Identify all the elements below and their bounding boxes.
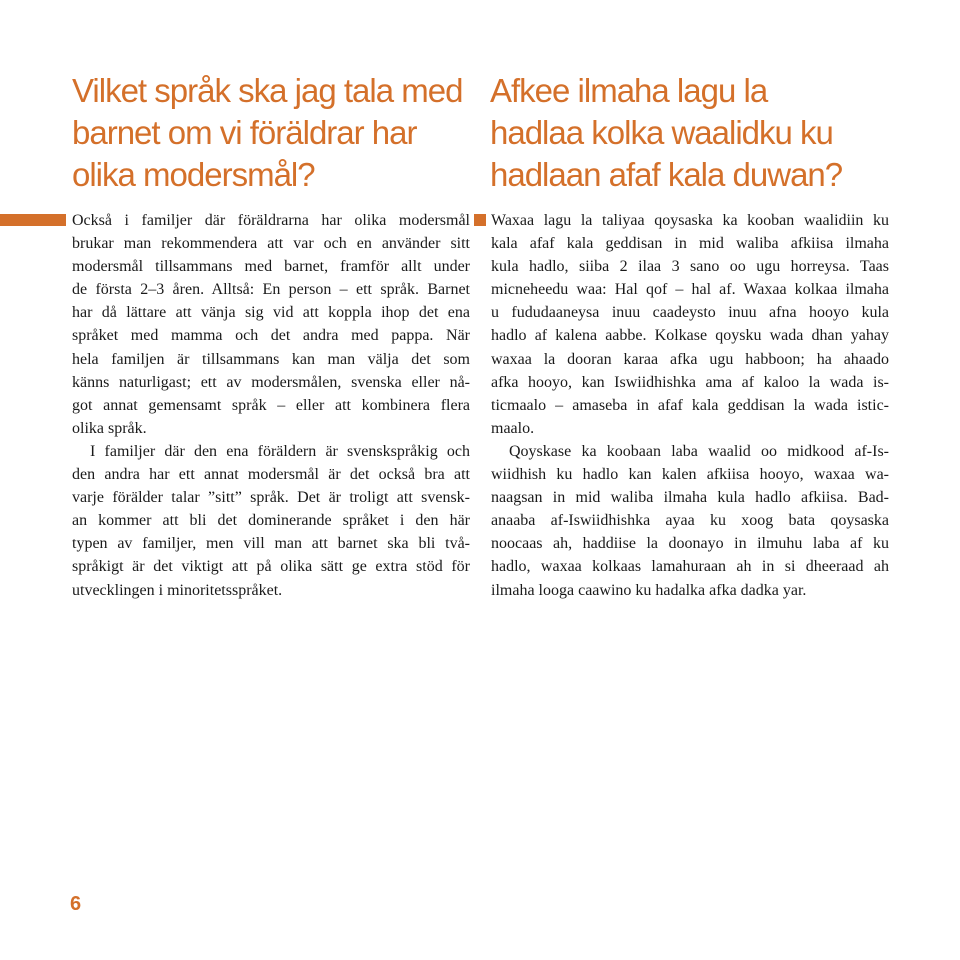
heading-somali (490, 70, 842, 196)
text-line: hadlo af kalena aabbe. Kolkase qoysku wada dhan yahay (491, 327, 889, 345)
text-line: I familjer där den ena föräldern är svenskspråkig och (90, 442, 470, 460)
text-line: har då lättare att vänja sig vid att koppla ihop det ena (72, 304, 470, 322)
page-number: 6 (70, 893, 82, 915)
paragraph (491, 209, 889, 440)
text-line: hadlo, waxaa kolkaas lamahuraan ah in si dheeraad ah (491, 558, 889, 576)
text-line: de första 2–3 åren. Alltså: En person – ett språk. Barnet (72, 281, 470, 299)
text-line: got annat gemensamt språk – eller att kombinera flera (72, 396, 470, 414)
heading-line: hadlaa kolka waalidku ku (490, 114, 833, 151)
text-line: kula hadlo, siiba 2 ilaa 3 sano oo ugu horreysa. Taas (491, 258, 889, 276)
text-line: varje förälder talar ”sitt” språk. Det är troligt att svensk- (72, 489, 470, 507)
text-line: Också i familjer där föräldrarna har olika modersmål (72, 212, 470, 229)
text-line: u fududaaneysa inuu caadeysto inuu afna hooyo kula (491, 304, 889, 322)
text-line: ticmaalo – amaseba in afaf kala geddisan la wada istic- (491, 396, 889, 414)
heading-line: barnet om vi föräldrar har (72, 114, 417, 151)
section-marker-square (474, 214, 486, 226)
text-line: an kommer att bli det dominerande språket i den här (72, 512, 470, 530)
heading-line: Afkee ilmaha lagu la (490, 72, 768, 109)
heading-line: Vilket språk ska jag tala med (72, 72, 463, 109)
text-line: maalo. (491, 419, 535, 437)
text-line: olika språk. (72, 419, 147, 437)
text-line: språkigt är det viktigt att på olika sätt ge extra stöd för (72, 558, 470, 576)
text-line: språket med mamma och det andra med pappa. När (72, 327, 470, 345)
text-line: utvecklingen i minoritetsspråket. (72, 581, 283, 599)
text-line: naagsan in mid waliba ilmaha kula hadlo afkiisa. Bad- (491, 489, 889, 507)
text-line: afka hooyo, kan Iswiidhishka ama af kaloo la wada is- (491, 373, 889, 391)
text-line: noocaas ah, haddiise la doonayo in ilmuhu laba af ku (491, 535, 889, 553)
section-marker-bar (0, 214, 66, 226)
body-text-somali (491, 209, 889, 602)
text-line: Waxaa lagu la taliyaa qoysaska ka kooban waalidiin ku (491, 212, 889, 229)
text-line: Qoyskase ka koobaan laba waalid oo midkood af-Is- (509, 442, 889, 460)
text-line: kala afaf kala geddisan in mid waliba afkiisa ilmaha (491, 235, 889, 253)
text-line: micneheedu waa: Hal qof – hal af. Waxaa kolkaa ilmaha (491, 281, 889, 299)
paragraph (72, 440, 470, 602)
heading-line: hadlaan afaf kala duwan? (490, 156, 843, 193)
text-line: den andra har ett annat modersmål är det också bra att (72, 466, 470, 484)
text-line: modersmål tillsammans med barnet, framför allt under (72, 258, 470, 276)
text-line: ilmaha looga caawino ku hadalka afka dadka yar. (491, 581, 807, 599)
text-line: typen av familjer, men vill man att barnet ska bli två- (72, 535, 470, 553)
paragraph (72, 209, 470, 440)
text-line: känns naturligast; ett av modersmålen, svenska eller nå- (72, 373, 470, 391)
heading-swedish (72, 70, 462, 196)
body-text-swedish (72, 209, 470, 602)
text-line: hela familjen är tillsammans kan man välja det som (72, 350, 470, 368)
heading-line: olika modersmål? (72, 156, 315, 193)
text-line: anaaba af-Iswiidhishka ayaa ku xoog bata qoysaska (491, 512, 889, 530)
paragraph (491, 440, 889, 602)
text-line: waxaa la dooran karaa afka ugu habboon; ha ahaado (491, 350, 889, 368)
text-line: wiidhish ku hadlo kan kalen afkiisa hooyo, waxaa wa- (491, 466, 889, 484)
text-line: brukar man rekommendera att var och en använder sitt (72, 235, 470, 253)
